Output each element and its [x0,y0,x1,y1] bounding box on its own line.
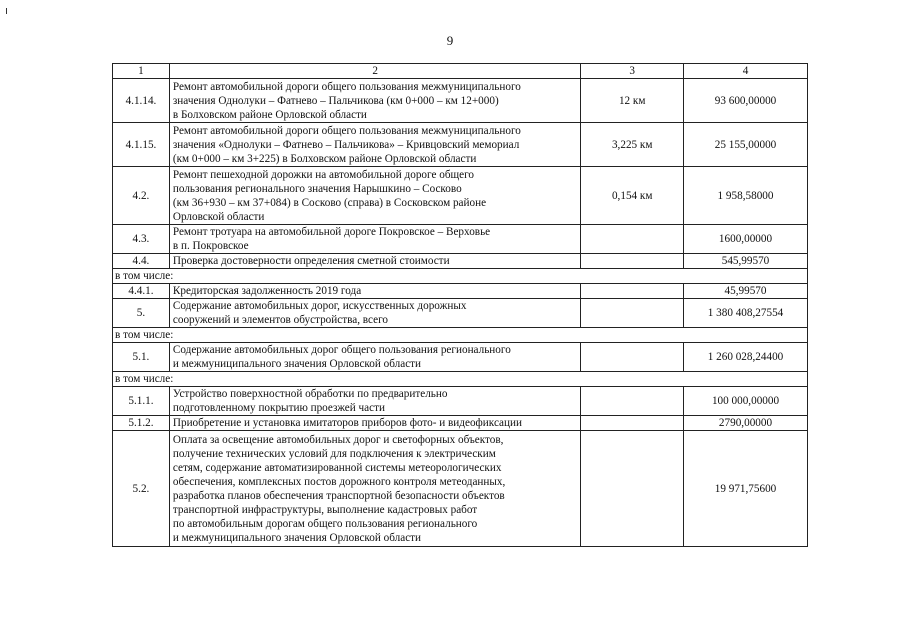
description-line: (км 0+000 – км 3+225) в Болховском районе Орловской области [172,152,477,165]
row-number: 5.2. [113,431,170,547]
row-amount: 1 260 028,24400 [684,343,808,372]
row-number: 5. [113,299,170,328]
description-line: сетям, содержание автоматизированной системы метеорологических [172,461,502,474]
table-row [113,431,808,547]
column-header-1: 1 [113,64,170,79]
row-amount: 93 600,00000 [684,79,808,123]
row-description [169,254,581,269]
table-row [113,284,808,299]
description-line: получение технических условий для подключения к электрическим [172,447,496,460]
budget-table [112,63,808,547]
table-header-row [113,64,808,79]
description-line: Содержание автомобильных дорог общего пользования регионального [172,344,511,356]
description-line: Ремонт пешеходной дорожки на автомобильной дороге общего [172,168,474,181]
row-description [169,284,581,299]
row-amount: 25 155,00000 [684,123,808,167]
description-line: пользования регионального значения Нарышкино – Сосково [172,182,462,195]
row-description [169,431,581,547]
scan-mark [6,8,7,14]
description-line: и межмуниципального значения Орловской области [172,531,422,544]
row-amount: 1600,00000 [684,225,808,254]
table-row [113,254,808,269]
row-quantity: 0,154 км [581,167,684,225]
description-line: Устройство поверхностной обработки по предварительно [172,388,448,400]
column-header-2: 2 [169,64,581,79]
row-description [169,387,581,416]
row-quantity [581,387,684,416]
description-line: разработка планов обеспечения транспортной безопасности объектов [172,489,505,502]
row-amount: 19 971,75600 [684,431,808,547]
row-number: 4.4.1. [113,284,170,299]
row-number: 4.1.14. [113,79,170,123]
row-description [169,225,581,254]
row-quantity [581,431,684,547]
description-line: сооружений и элементов обустройства, всего [172,314,388,326]
description-line: обеспечения, комплексных постов дорожного контроля метеоданных, [172,475,506,488]
row-quantity: 12 км [581,79,684,123]
description-line: в п. Покровское [172,240,249,252]
row-amount: 545,99570 [684,254,808,269]
row-number: 4.3. [113,225,170,254]
row-amount: 2790,00000 [684,416,808,431]
column-header-4: 4 [684,64,808,79]
subheading-text: в том числе: [113,269,808,284]
row-quantity [581,416,684,431]
description-line: (км 36+930 – км 37+084) в Сосково (справа) в Сосковском районе [172,196,487,209]
row-description [169,123,581,167]
row-quantity [581,284,684,299]
description-line: и межмуниципального значения Орловской области [172,358,422,370]
row-description [169,167,581,225]
table-row [113,79,808,123]
description-line: Оплата за освещение автомобильных дорог и светофорных объектов, [172,433,504,446]
row-description [169,79,581,123]
table-row [113,225,808,254]
row-number: 4.2. [113,167,170,225]
description-line: подготовленному покрытию проезжей части [172,402,385,414]
description-line: Содержание автомобильных дорог, искусственных дорожных [172,300,467,312]
row-number: 4.1.15. [113,123,170,167]
description-line: Ремонт автомобильной дороги общего пользования межмуниципального [172,124,521,137]
row-quantity [581,254,684,269]
row-amount: 1 380 408,27554 [684,299,808,328]
description-line: по автомобильным дорогам общего пользования регионального [172,517,478,530]
table-row [113,416,808,431]
row-amount: 45,99570 [684,284,808,299]
row-description [169,299,581,328]
description-line: Ремонт автомобильной дороги общего пользования межмуниципального [172,80,521,93]
description-line: Орловской области [172,210,265,223]
row-quantity [581,225,684,254]
row-description [169,343,581,372]
table-row [113,299,808,328]
subheading-row [113,269,808,284]
description-line: Приобретение и установка имитаторов приборов фото- и видеофиксации [172,417,522,429]
row-quantity: 3,225 км [581,123,684,167]
row-quantity [581,299,684,328]
description-line: Кредиторская задолженность 2019 года [172,285,362,297]
row-description [169,416,581,431]
row-quantity [581,343,684,372]
table-row [113,387,808,416]
row-number: 5.1. [113,343,170,372]
description-line: в Болховском районе Орловской области [172,108,367,121]
subheading-row [113,372,808,387]
column-header-3: 3 [581,64,684,79]
table-row [113,343,808,372]
description-line: значения Однолуки – Фатнево – Пальчикова (км 0+000 – км 12+000) [172,94,499,107]
description-line: транспортной инфраструктуры, выполнение кадастровых работ [172,503,478,516]
description-line: значения «Однолуки – Фатнево – Пальчикова» – Кривцовский мемориал [172,138,520,151]
row-number: 5.1.2. [113,416,170,431]
subheading-text: в том числе: [113,328,808,343]
description-line: Ремонт тротуара на автомобильной дороге Покровское – Верховье [172,226,491,238]
row-number: 4.4. [113,254,170,269]
table-row [113,167,808,225]
row-amount: 1 958,58000 [684,167,808,225]
subheading-text: в том числе: [113,372,808,387]
table-row [113,123,808,167]
row-amount: 100 000,00000 [684,387,808,416]
description-line: Проверка достоверности определения сметной стоимости [172,255,450,267]
subheading-row [113,328,808,343]
row-number: 5.1.1. [113,387,170,416]
page-number: 9 [446,33,454,48]
